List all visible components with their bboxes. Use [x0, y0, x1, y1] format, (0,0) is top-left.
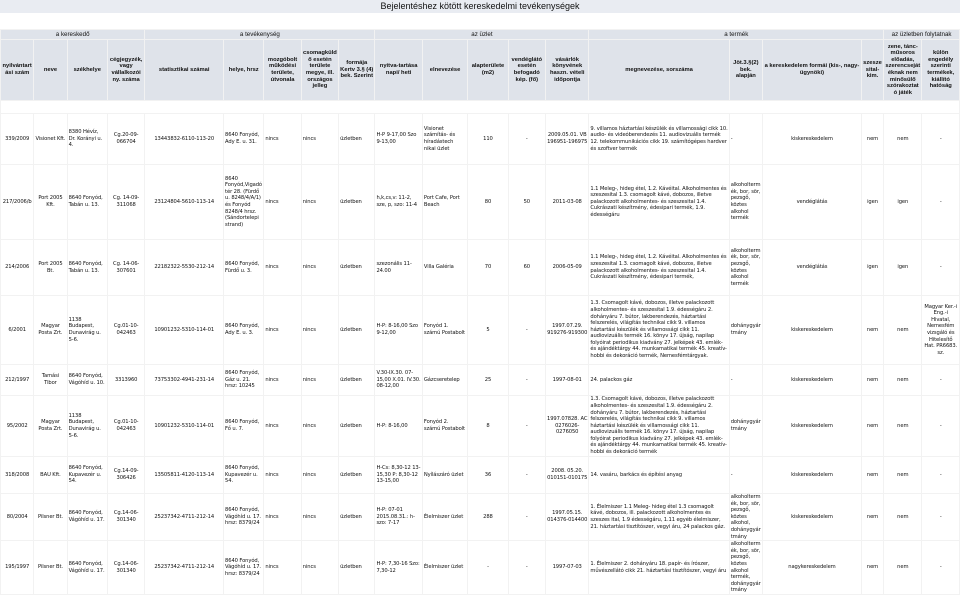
column-header: székhelye: [67, 40, 107, 101]
table-cell: dohánygyártmány: [729, 396, 762, 457]
table-cell: 6/2001: [1, 296, 34, 365]
column-header: cégjegyzék, vagy vállalkozói ny. száma: [107, 40, 144, 101]
column-header: neve: [34, 40, 67, 101]
table-row: [1, 457, 960, 494]
table-cell: alkoholtermék, bor, sör, pezsgő, köztes alkohol, dohánygyártmány: [730, 494, 761, 540]
table-cell: üzletben: [339, 396, 375, 457]
table-cell: 1997.05.15. 014376-014400: [545, 494, 588, 541]
table-cell: h,k,cs,v: 11-2, sze, p, szo: 11-4: [375, 165, 422, 240]
table-cell: Villa Galéria: [422, 240, 467, 296]
table-cell: 1.3. Csomagolt kávé, dobozos, illetve palackozott alkoholmentes- és szeszesital 1.9. édességáru 2. dohányáru 7. bútor, lakberendezés, háztartási felszerelés, világítás technikai cikk 9. villamos háztartási készülék és villamossági cikk 11. audiovizuális termék 16. könyv 17. újság, napilap folyóirat periodikus kiadvány 27. jelképek 43. emlék- és ajándéktárgy 44. munkamatikai termék 45. kreatív-hobbi és dekoráció termék, Nemesfémtárgyak.: [589, 296, 729, 365]
table-cell: Élelmiszer üzlet: [422, 541, 467, 595]
table-cell: Magyar Posta Zrt.: [34, 396, 67, 457]
column-header: vendéglátó esetén befogadó kép. (fő): [508, 40, 545, 101]
column-header: külön engedély szerinti termékek, kiállító hatóság: [922, 40, 960, 101]
table-cell: Fonyód 2. számú Postabolt: [422, 396, 467, 457]
table-cell: nincs: [264, 494, 301, 541]
table-cell: H-Cs: 8,30-12 13-15,30 P: 8,30-12 13-15,00: [375, 457, 422, 494]
table-cell: 2011-03-08: [545, 165, 588, 240]
table-cell: 339/2009: [1, 114, 34, 165]
table-cell: H-P 9-17,00 Szo 9-13,00: [375, 114, 422, 165]
table-cell: 8: [468, 396, 508, 457]
group-header-product: a termék: [589, 30, 884, 40]
table-cell: nem: [861, 541, 883, 595]
table-cell: Cg.01-10-042463: [107, 296, 144, 365]
table-cell: -: [508, 396, 545, 457]
table-cell: 8640 Fonyód, Vágóhíd u. 17. hrsz: 8379/24: [224, 494, 264, 541]
table-cell: -: [922, 114, 960, 165]
table-cell: Cg.14-06-301340: [107, 541, 144, 595]
table-cell: 8640 Fonyód, Ady E. u. 31.: [224, 114, 264, 165]
table-cell: 8640 Fonyód, Vágóhíd u. 17. hrsz: 8379/24: [224, 541, 264, 595]
table-cell: 1997-08-01: [545, 365, 588, 396]
table-cell: üzletben: [339, 165, 375, 240]
table-cell: vendéglátás: [763, 240, 862, 296]
table-cell: alkoholtermék, bor, sör, pezsgő, köztes alkohol termék: [729, 165, 762, 240]
table-cell: nincs: [264, 296, 301, 365]
table-cell: -: [508, 494, 545, 541]
table-cell: szezonális 11-24.00: [375, 240, 422, 296]
table-cell: igen: [861, 240, 883, 296]
table-row: [1, 396, 960, 457]
table-cell: nem: [861, 114, 883, 165]
table-cell: H-P: 8-16,00 Szo 9-12,00: [375, 296, 422, 365]
table-cell: 1.1 Meleg-, hideg étel, 1.2. Kávéital. Alkoholmentes és szeszesital 1.3. csomagolt kávé, dobozos, illetve palackozott alkoholmentes- és szeszesital 1.4. Cukrászati készítmény, édesipari termék,: [589, 240, 729, 296]
table-cell: igen: [884, 165, 922, 240]
spacer-row: [1, 101, 960, 114]
table-cell: nagykereskedelem: [763, 541, 862, 595]
table-cell: 23124804-5610-113-14: [145, 165, 224, 240]
table-cell: 13505811-4120-113-14: [145, 457, 224, 494]
table-cell: nem: [861, 494, 883, 541]
table-cell: V.30-IX.30. 07-15,00 X.01. IV.30. 08-12,00: [375, 365, 422, 396]
table-cell: nem: [861, 296, 883, 365]
table-cell: 8640 Fonyód,Vigadó tér 28. (Fürdő u. 8248/4/A/1) és Fonyód 8248/4 hrsz. (Sándortelepi strand): [224, 165, 264, 240]
table-cell: 2006-05-09: [545, 240, 588, 296]
table-cell: Fonyód 1. számú Postabolt: [422, 296, 467, 365]
table-cell: nincs: [301, 165, 338, 240]
table-cell: 9. villamos háztartási készülék és villamossági cikk 10. audio- és videóberendezés 11. audiovizuális termék 12. telekommunikációs cikk 19. számítógépes hardver és szoftver termék: [589, 114, 729, 165]
table-cell: Magyar Posta Zrt.: [34, 296, 67, 365]
table-cell: -: [922, 396, 960, 457]
table-cell: 25237342-4711-212-14: [145, 541, 224, 595]
page-title: Bejelentéshez kötött kereskedelmi tevékenységek: [0, 0, 960, 13]
table-cell: kiskereskedelem: [763, 114, 862, 165]
table-cell: vendéglátás: [763, 165, 862, 240]
table-cell: Cg.14-09-306426: [107, 457, 144, 494]
table-cell: -: [729, 114, 762, 165]
table-cell: Pilsner Bt.: [34, 494, 67, 541]
table-cell: üzletben: [339, 365, 375, 396]
table-cell: nincs: [264, 365, 301, 396]
table-cell: nem: [861, 457, 883, 494]
table-cell: 1.3. Csomagolt kávé, dobozos, illetve palackozott alkoholmentes- és szeszesital 1.9. édességáru 2. dohányáru 7. bútor, lakberendezés, háztartási felszerelés, világítás technikai cikk 9. villamos háztartási készülék és villamossági cikk 11. audiovizuális termék 16. könyv 17. újság, napilap folyóirat periodikus kiadvány 27. jelképek 43. emlék- és ajándéktárgy 44. munkamatikai termék 45. kreatív-hobbi és dekoráció termék: [589, 396, 729, 457]
table-cell: -: [922, 240, 960, 296]
table-cell: 288: [468, 494, 508, 541]
table-cell: 2008. 05.20. 010151-010175: [545, 457, 588, 494]
table-cell: nem: [884, 457, 922, 494]
table-cell: nincs: [301, 457, 338, 494]
table-cell: Gázcseretelep: [422, 365, 467, 396]
table-cell: üzletben: [339, 114, 375, 165]
table-cell: nem: [884, 365, 922, 396]
table-cell: Pilsner Bt.: [34, 541, 67, 595]
table-cell: üzletben: [339, 240, 375, 296]
table-cell: 25: [468, 365, 508, 396]
table-cell: Nyílászáró üzlet: [422, 457, 467, 494]
column-header: formája Kertv 3.§ (4) bek. Szerint: [339, 40, 375, 101]
table-cell: -: [508, 457, 545, 494]
column-header: Jöt.3.§(2) bek. alapján: [729, 40, 762, 101]
table-row: [1, 494, 960, 541]
table-cell: kiskereskedelem: [763, 457, 862, 494]
table-cell: 60: [508, 240, 545, 296]
table-cell: nem: [884, 541, 922, 595]
group-header-merchant: a kereskedő: [1, 30, 145, 40]
table-row: [1, 240, 960, 296]
table-cell: 1138 Budapest, Dunavirág u. 5-6.: [67, 396, 107, 457]
table-cell: Port 2005 Bt.: [34, 240, 67, 296]
table-cell: 217/2006/b: [1, 165, 34, 240]
table-cell: Visionet számítás- és híradástech nikai üzlet: [422, 114, 467, 165]
table-cell: 8640 Fonyód, Vágóhíd u. 17.: [67, 541, 107, 595]
table-cell: igen: [884, 240, 922, 296]
table-cell: nem: [884, 114, 922, 165]
column-header: szeszesital-kim.: [861, 40, 883, 101]
column-header: statisztikai számai: [145, 40, 224, 101]
table-cell: nincs: [264, 541, 301, 595]
table-cell: Cg.14-06-301340: [107, 494, 144, 541]
table-cell: üzletben: [339, 541, 375, 595]
table-cell: 1. Élelmiszer 1.1 Meleg- hideg étel 1.3 csomagolt kávé, dobozos, ill. palackozott alkoholmentes és szeszes ital, 1.9 édességáru, 1.11 egyéb élelmiszer, 21. háztartási tisztítószer, vegyi áru, 24 palackos gáz.: [589, 494, 729, 541]
table-row: [1, 296, 960, 365]
column-header: a kereskedelem formái (kis-, nagy- ügynöki): [763, 40, 862, 101]
table-cell: 10901232-5310-114-01: [145, 396, 224, 457]
table-cell: 36: [468, 457, 508, 494]
table-cell: Cg. 14-09-311068: [107, 165, 144, 240]
table-cell: nincs: [264, 457, 301, 494]
table-cell: 50: [508, 165, 545, 240]
table-cell: Visionet Kft.: [34, 114, 67, 165]
table-cell: 8380 Hévíz, Dr. Korányi u. 4.: [67, 114, 107, 165]
table-cell: 8640 Fonyód, Tabán u. 13.: [67, 165, 107, 240]
group-header-store-activities: az üzletben folytatnak: [884, 30, 960, 40]
column-header: csomagküldő esetén területe megye, ill. országos jelleg: [301, 40, 338, 101]
table-cell: nem: [884, 296, 922, 365]
table-cell: nincs: [264, 396, 301, 457]
table-cell: 1997.07.29. 919276-919300: [545, 296, 588, 365]
table-cell: 1138 Budapest, Dunavirág u. 5-6.: [67, 296, 107, 365]
table-cell: 8640 Fonyód, Vágóhíd u. 17.: [67, 494, 107, 541]
table-cell: nincs: [264, 114, 301, 165]
table-cell: 80/2004: [1, 494, 34, 541]
table-cell: kiskereskedelem: [763, 396, 862, 457]
table-cell: nincs: [264, 240, 301, 296]
table-cell: -: [729, 457, 762, 494]
table-cell: 2009.05.01. VB 196951-196975: [545, 114, 588, 165]
table-cell: 8640 Fonyód, Gáz u. 21. hrsz: 10245: [224, 365, 264, 396]
table-cell: Élelmiszer üzlet: [422, 494, 467, 541]
table-cell: -: [922, 165, 960, 240]
column-header: nyitva-tartása napi/ heti: [375, 40, 422, 101]
table-body: [1, 114, 960, 595]
table-cell: 8640 Fonyód, Tabán u. 13.: [67, 240, 107, 296]
table-cell: 8640 Fonyód, Fő u. 7.: [224, 396, 264, 457]
column-header: elnevezése: [422, 40, 467, 101]
table-cell: alkoholtermék, bor, sör, pezsgő, köztes alkohol termék: [729, 240, 762, 296]
table-cell: 3313960: [107, 365, 144, 396]
table-cell: H-P: 07-01 2015.08.31.: h-szo: 7-17: [375, 494, 422, 541]
table-cell: nem: [861, 396, 883, 457]
table-cell: -: [922, 494, 960, 541]
table-cell: -: [508, 114, 545, 165]
table-cell: 13443832-6110-113-20: [145, 114, 224, 165]
table-cell: Cg.20-09-066704: [107, 114, 144, 165]
table-cell: nem: [861, 365, 883, 396]
table-cell: nem: [884, 494, 922, 541]
table-row: [1, 165, 960, 240]
table-cell: Cg.01-10-042463: [107, 396, 144, 457]
table-cell: igen: [861, 165, 883, 240]
table-row: [1, 114, 960, 165]
table-cell: Port Cafe, Port Beach: [422, 165, 467, 240]
table-cell: kiskereskedelem: [763, 494, 862, 541]
table-cell: nincs: [301, 240, 338, 296]
table-row: [1, 365, 960, 396]
column-header: alapterülete (m2): [468, 40, 508, 101]
table-cell: -: [508, 296, 545, 365]
table-cell: 214/2006: [1, 240, 34, 296]
table-cell: nincs: [301, 396, 338, 457]
table-cell: 8640 Fonyód, Kupavezér u. 54.: [224, 457, 264, 494]
table-cell: dohánygyártmány: [729, 296, 762, 365]
table-row: [1, 541, 960, 595]
table-cell: 80: [468, 165, 508, 240]
table-cell: nincs: [301, 114, 338, 165]
column-header: megnevezése, sorszáma: [589, 40, 729, 101]
table-cell: kiskereskedelem: [763, 296, 862, 365]
table-cell: kiskereskedelem: [763, 365, 862, 396]
table-cell: BAU Kft.: [34, 457, 67, 494]
table-cell: üzletben: [339, 494, 375, 541]
table-cell: üzletben: [339, 296, 375, 365]
table-cell: 70: [468, 240, 508, 296]
table-cell: 1997.07828. AC 0276026-0276050: [545, 396, 588, 457]
table-cell: 24. palackos gáz: [589, 365, 729, 396]
table-cell: Port 2005 Kft.: [34, 165, 67, 240]
table-cell: 10901232-5310-114-01: [145, 296, 224, 365]
table-cell: Tamási Tibor: [34, 365, 67, 396]
table-cell: 73753302-4941-231-14: [145, 365, 224, 396]
table-cell: -: [922, 457, 960, 494]
table-cell: 212/1997: [1, 365, 34, 396]
table-cell: -: [922, 365, 960, 396]
register-table: [0, 29, 960, 595]
table-cell: Cg. 14-06-307601: [107, 240, 144, 296]
table-cell: nincs: [264, 165, 301, 240]
table-cell: 14. vasáru, barkács és építési anyag: [589, 457, 729, 494]
group-header-store: az üzlet: [375, 30, 589, 40]
table-cell: 1997-07-03: [545, 541, 588, 595]
column-header: nyilvántartási szám: [1, 40, 34, 101]
table-cell: H-P: 7,30-16 Szo: 7,30-12: [375, 541, 422, 595]
table-cell: -: [508, 541, 545, 595]
table-cell: 1.1 Meleg-, hideg étel, 1.2. Kávéital. Alkoholmentes és szeszesital 1.3. csomagolt kávé, dobozos, illetve palackozott alkoholmentes- és szeszesital 1.4. Cukrászati készítmény, édesipari termék, 1.9. édességáru: [589, 165, 729, 240]
table-cell: 8640 Fonyód, Vágóhíd u. 10.: [67, 365, 107, 396]
table-cell: nem: [884, 396, 922, 457]
table-cell: nincs: [301, 365, 338, 396]
table-cell: 110: [468, 114, 508, 165]
column-header: zene, tánc-műsoros előadás, szerencsejátéknak nem minősülő szórakoztató játék: [884, 40, 922, 101]
table-cell: nincs: [301, 296, 338, 365]
table-cell: Magyar Ker.-i Eng.-i Hivatal, Nemesfém vizsgáló és Hitelesítő Hat. PR6683. sz.: [922, 296, 960, 365]
column-header-row: [1, 40, 960, 101]
column-header: mozgóbolt működési területe, útvonala: [264, 40, 301, 101]
table-cell: üzletben: [339, 457, 375, 494]
table-cell: H-P: 8-16,00: [375, 396, 422, 457]
group-header-row: [1, 30, 960, 40]
table-cell: 195/1997: [1, 541, 34, 595]
table-cell: 8640 Fonyód, Kupavezér u. 54.: [67, 457, 107, 494]
table-cell: 1. Élelmiszer 2. dohányáru 18. papír- és írószer, művészellátó cikk 21. háztartási tisztítószer, vegyi áru: [589, 541, 729, 595]
table-cell: 8640 Fonyód, Fürdő u. 3.: [224, 240, 264, 296]
table-cell: 8640 Fonyód, Ady E. u. 3.: [224, 296, 264, 365]
table-cell: -: [508, 365, 545, 396]
table-cell: 318/2008: [1, 457, 34, 494]
column-header: helye, hrsz: [224, 40, 264, 101]
table-cell: -: [468, 541, 508, 595]
table-cell: -: [729, 365, 762, 396]
table-cell: -: [922, 541, 960, 595]
table-cell: 25237342-4711-212-14: [145, 494, 224, 541]
table-cell: alkoholtermék, bor, sör, pezsgő, köztes alkohol termék, dohánygyártmány: [730, 541, 761, 594]
table-cell: 5: [468, 296, 508, 365]
table-cell: nincs: [301, 494, 338, 541]
table-cell: 95/2002: [1, 396, 34, 457]
column-header: vásárlók könyvének haszn. vételi időpontja: [545, 40, 588, 101]
table-cell: 22182322-5530-212-14: [145, 240, 224, 296]
group-header-activity: a tevékenység: [145, 30, 375, 40]
table-cell: nincs: [301, 541, 338, 595]
